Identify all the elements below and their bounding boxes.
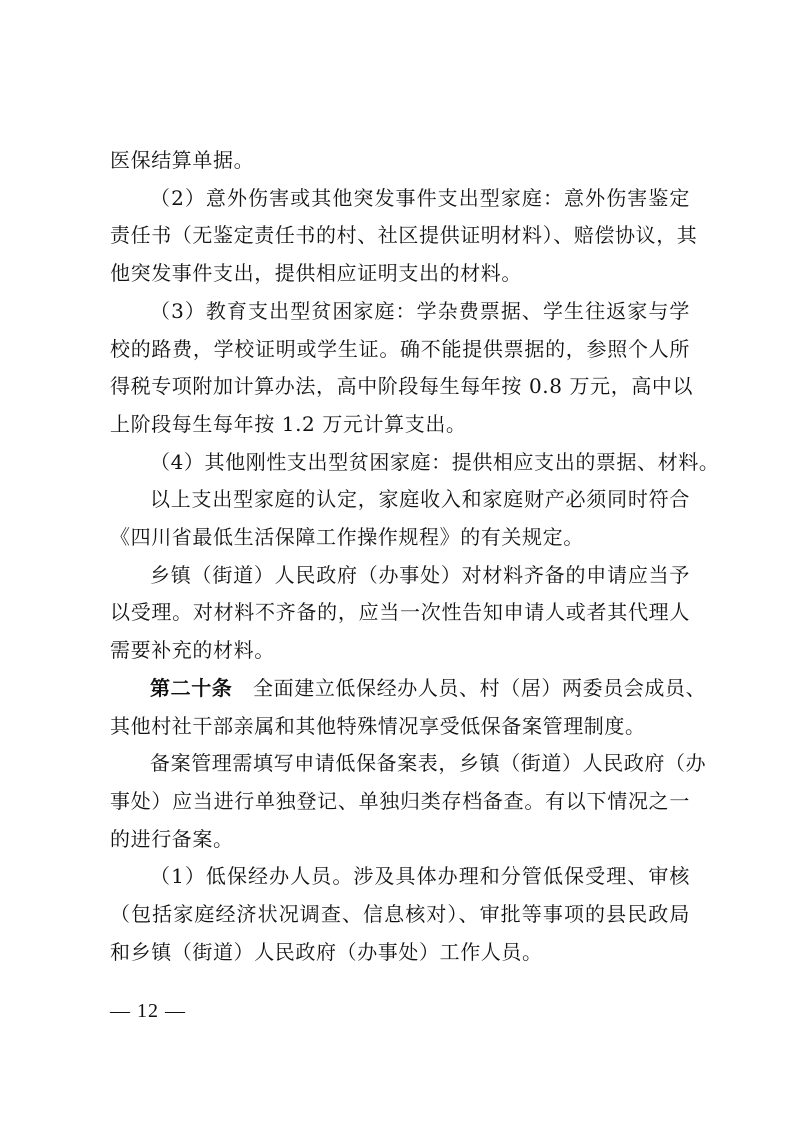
text-line: 医保结算单据。 <box>110 148 255 172</box>
text-line: 他突发事件支出，提供相应证明支出的材料。 <box>110 261 522 286</box>
paragraph-acceptance <box>110 557 690 670</box>
text-line: 事处）应当进行单独登记、单独归类存档备查。有以下情况之一 <box>110 788 690 813</box>
paragraph-medical-receipts <box>110 142 690 180</box>
text-line: 上阶段每生每年按 1.2 万元计算支出。 <box>110 411 467 436</box>
text-line: 乡镇（街道）人民政府（办事处）对材料齐备的申请应当予 <box>150 562 690 587</box>
text-line: 校的路费，学校证明或学生证。确不能提供票据的，参照个人所 <box>110 336 690 361</box>
text-line: 和乡镇（街道）人民政府（办事处）工作人员。 <box>110 939 543 964</box>
text-line: 《四川省最低生活保障工作操作规程》的有关规定。 <box>110 525 584 550</box>
text-line: （3）教育支出型贫困家庭：学杂费票据、学生往返家与学 <box>150 298 690 323</box>
text-line: 备案管理需填写申请低保备案表，乡镇（街道）人民政府（办 <box>150 751 707 776</box>
paragraph-article-20 <box>110 670 707 745</box>
text-line: 责任书（无鉴定责任书的村、社区提供证明材料）、赔偿协议，其 <box>110 223 698 248</box>
text-line: 得税专项附加计算办法，高中阶段每生每年按 0.8 万元，高中以 <box>110 374 694 399</box>
paragraph-other-rigid-expense <box>110 444 720 482</box>
text-line: （2）意外伤害或其他突发事件支出型家庭：意外伤害鉴定 <box>150 185 690 210</box>
text-line: 以上支出型家庭的认定，家庭收入和家庭财产必须同时符合 <box>150 487 690 512</box>
text-line: 的进行备案。 <box>110 826 234 851</box>
document-body <box>110 142 720 971</box>
text-line: （1）低保经办人员。涉及具体办理和分管低保受理、审核 <box>150 864 690 889</box>
paragraph-filing-management <box>110 745 707 858</box>
text-line: 需要补充的材料。 <box>110 638 275 663</box>
page-number: — 12 — <box>110 1000 186 1022</box>
paragraph-education-family <box>110 293 694 444</box>
paragraph-staff-filing <box>110 858 690 971</box>
article-heading: 第二十条 <box>150 675 233 700</box>
text-line: （包括家庭经济状况调查、信息核对）、审批等事项的县民政局 <box>110 902 690 927</box>
text-line: 其他村社干部亲属和其他特殊情况享受低保备案管理制度。 <box>110 713 646 738</box>
article-text: 全面建立低保经办人员、村（居）两委员会成员、 <box>253 675 707 700</box>
text-line <box>110 670 707 708</box>
text-line: （4）其他刚性支出型贫困家庭：提供相应支出的票据、材料。 <box>150 449 720 474</box>
text-line: 以受理。对材料不齐备的，应当一次性告知申请人或者其代理人 <box>110 600 690 625</box>
paragraph-identification-rules <box>110 481 690 556</box>
paragraph-accident-family <box>110 180 698 293</box>
